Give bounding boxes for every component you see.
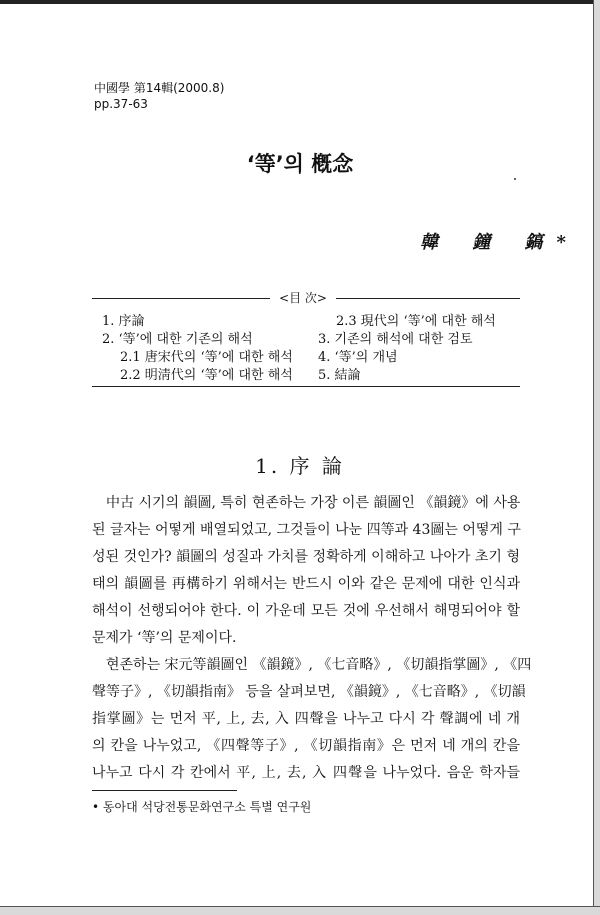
scan-bottom-edge-line	[0, 906, 600, 907]
paper-title: ‘等’의 槪念	[246, 152, 354, 176]
toc-top-rule-right	[336, 298, 520, 299]
paragraph-1-line: 된 글자는 어떻게 배열되었고, 그것들이 나눈 四等과 43圖는 어떻게 구	[92, 522, 521, 538]
footnote-rule	[92, 790, 237, 791]
paragraph-2-line: 指掌圖》는 먼저 平, 上, 去, 入 四聲을 나누고 다시 각 聲調에 네 개	[92, 711, 520, 727]
toc-item-3: 3. 기존의 해석에 대한 검토	[318, 332, 473, 347]
scan-bottom-margin	[0, 907, 600, 915]
scan-speck	[514, 178, 516, 180]
paragraph-1-line: 中古 시기의 韻圖, 특히 현존하는 가장 이른 韻圖인 《韻鏡》에 사용	[106, 495, 521, 511]
toc-item-2-3: 2.3 現代의 ‘等’에 대한 해석	[336, 314, 496, 329]
journal-name: 中國學 第14輯(2000.8)	[94, 81, 225, 95]
paragraph-1-line: 태의 韻圖를 再構하기 위해서는 반드시 이와 같은 문제에 대한 인식과	[92, 576, 520, 592]
paragraph-2	[92, 652, 532, 787]
paragraph-1-line: 문제가 ‘等’의 문제이다.	[92, 630, 237, 646]
paragraph-1	[92, 490, 520, 652]
journal-pages: pp.37-63	[94, 97, 148, 111]
toc-top-rule-left	[92, 298, 270, 299]
toc-heading: <目 次>	[279, 291, 327, 305]
author-name: 韓 鐘 鎬*	[420, 232, 580, 253]
paragraph-2-line: 聲等子》, 《切韻指南》 등을 살펴보면, 《韻鏡》, 《七音略》, 《切韻	[92, 684, 526, 700]
paragraph-2-line: 나누고 다시 각 칸에서 平, 上, 去, 入 四聲을 나누었다. 음운 학자들	[92, 765, 520, 781]
toc-item-4: 4. ‘等’의 개념	[318, 350, 398, 365]
toc-item-5: 5. 結論	[318, 368, 361, 383]
journal-info	[94, 80, 224, 112]
footnote-author-affiliation: • 동아대 석당전통문화연구소 특별 연구원	[92, 800, 312, 814]
toc-item-2-1: 2.1 唐宋代의 ‘等’에 대한 해석	[120, 350, 293, 365]
paragraph-2-line: 의 칸을 나누었고, 《四聲等子》, 《切韻指南》은 먼저 네 개의 칸을	[92, 738, 520, 754]
table-of-contents	[92, 290, 520, 390]
paragraph-1-line: 해석이 선행되어야 한다. 이 가운데 모든 것에 우선해서 해명되어야 할	[92, 603, 520, 619]
paragraph-1-line: 성된 것인가? 韻圖의 성질과 가치를 정확하게 이해하고 나아가 초기 형	[92, 549, 520, 565]
paragraph-2-line: 현존하는 宋元等韻圖인 《韻鏡》, 《七音略》, 《切韻指掌圖》, 《四	[106, 657, 532, 673]
section-heading-introduction: 1. 序 論	[255, 454, 345, 478]
toc-item-2-2: 2.2 明淸代의 ‘等’에 대한 해석	[120, 368, 293, 383]
toc-item-2: 2. ‘等’에 대한 기존의 해석	[102, 332, 253, 347]
toc-bottom-rule	[92, 386, 520, 387]
toc-item-1: 1. 序論	[102, 314, 145, 329]
scan-top-border	[0, 0, 600, 4]
